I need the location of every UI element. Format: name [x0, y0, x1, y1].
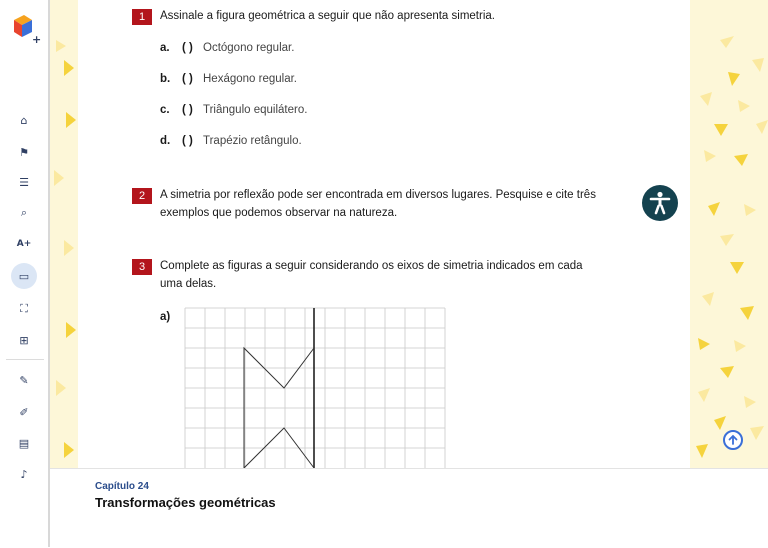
question-number-3: 3	[132, 259, 152, 275]
option-letter: d.	[160, 135, 171, 147]
question-3-line-1: Complete as figuras a seguir considerando os eixos de simetria indicados em cada	[160, 260, 583, 272]
option-checkbox[interactable]: ( )	[182, 135, 193, 147]
sidebar	[0, 0, 48, 547]
option-text: Trapézio retângulo.	[203, 135, 302, 147]
accessibility-button[interactable]	[642, 185, 678, 221]
chapter-footer	[50, 468, 768, 548]
home-icon[interactable]: ⌂	[20, 113, 28, 127]
question-1-text: Assinale a figura geométrica a seguir que não apresenta simetria.	[160, 10, 495, 22]
chapter-title: Transformações geométricas	[95, 495, 276, 510]
book-icon[interactable]: ▭	[11, 263, 37, 289]
font-size-icon[interactable]: A+	[16, 239, 32, 249]
option-a[interactable]	[160, 41, 294, 55]
option-text: Octógono regular.	[203, 42, 295, 54]
option-d[interactable]	[160, 134, 302, 148]
list-icon[interactable]: ☰	[19, 175, 29, 189]
symmetry-grid-figure	[185, 308, 447, 468]
svg-text:+: +	[32, 33, 42, 46]
right-decoration	[690, 0, 768, 468]
add-page-icon[interactable]: ⊞	[19, 333, 29, 347]
question-number-2: 2	[132, 188, 152, 204]
question-3-line-2: uma delas.	[160, 278, 217, 290]
app-logo	[10, 12, 40, 44]
question-2-line-1: A simetria por reflexão pode ser encontrada em diversos lugares. Pesquise e cite três	[160, 189, 596, 201]
option-b[interactable]	[160, 72, 297, 86]
option-c[interactable]	[160, 103, 307, 117]
sidebar-divider	[6, 359, 44, 360]
scroll-top-button[interactable]	[723, 430, 743, 450]
option-checkbox[interactable]: ( )	[182, 104, 193, 116]
left-decoration	[50, 0, 78, 468]
question-2-line-2: exemplos que podemos observar na natureza.	[160, 207, 398, 219]
option-letter: b.	[160, 73, 171, 85]
arrow-up-icon	[727, 434, 739, 446]
bookmark-icon[interactable]: ⚑	[19, 145, 29, 159]
option-checkbox[interactable]: ( )	[182, 42, 193, 54]
option-text: Triângulo equilátero.	[203, 104, 308, 116]
edit-note-icon[interactable]: ✐	[19, 405, 29, 419]
option-checkbox[interactable]: ( )	[182, 73, 193, 85]
expand-icon[interactable]: ⛶	[20, 302, 28, 315]
accessibility-icon	[649, 191, 671, 215]
pencil-icon[interactable]: ✎	[19, 373, 29, 387]
notes-icon[interactable]: ▤	[18, 436, 30, 450]
bell-icon[interactable]: ♪	[20, 467, 28, 481]
question-number-1: 1	[132, 9, 152, 25]
chapter-label: Capítulo 24	[95, 481, 149, 492]
option-letter: a.	[160, 42, 170, 54]
subquestion-label-a: a)	[160, 311, 171, 323]
option-letter: c.	[160, 104, 170, 116]
search-icon[interactable]: ⌕	[20, 206, 28, 219]
option-text: Hexágono regular.	[203, 73, 297, 85]
